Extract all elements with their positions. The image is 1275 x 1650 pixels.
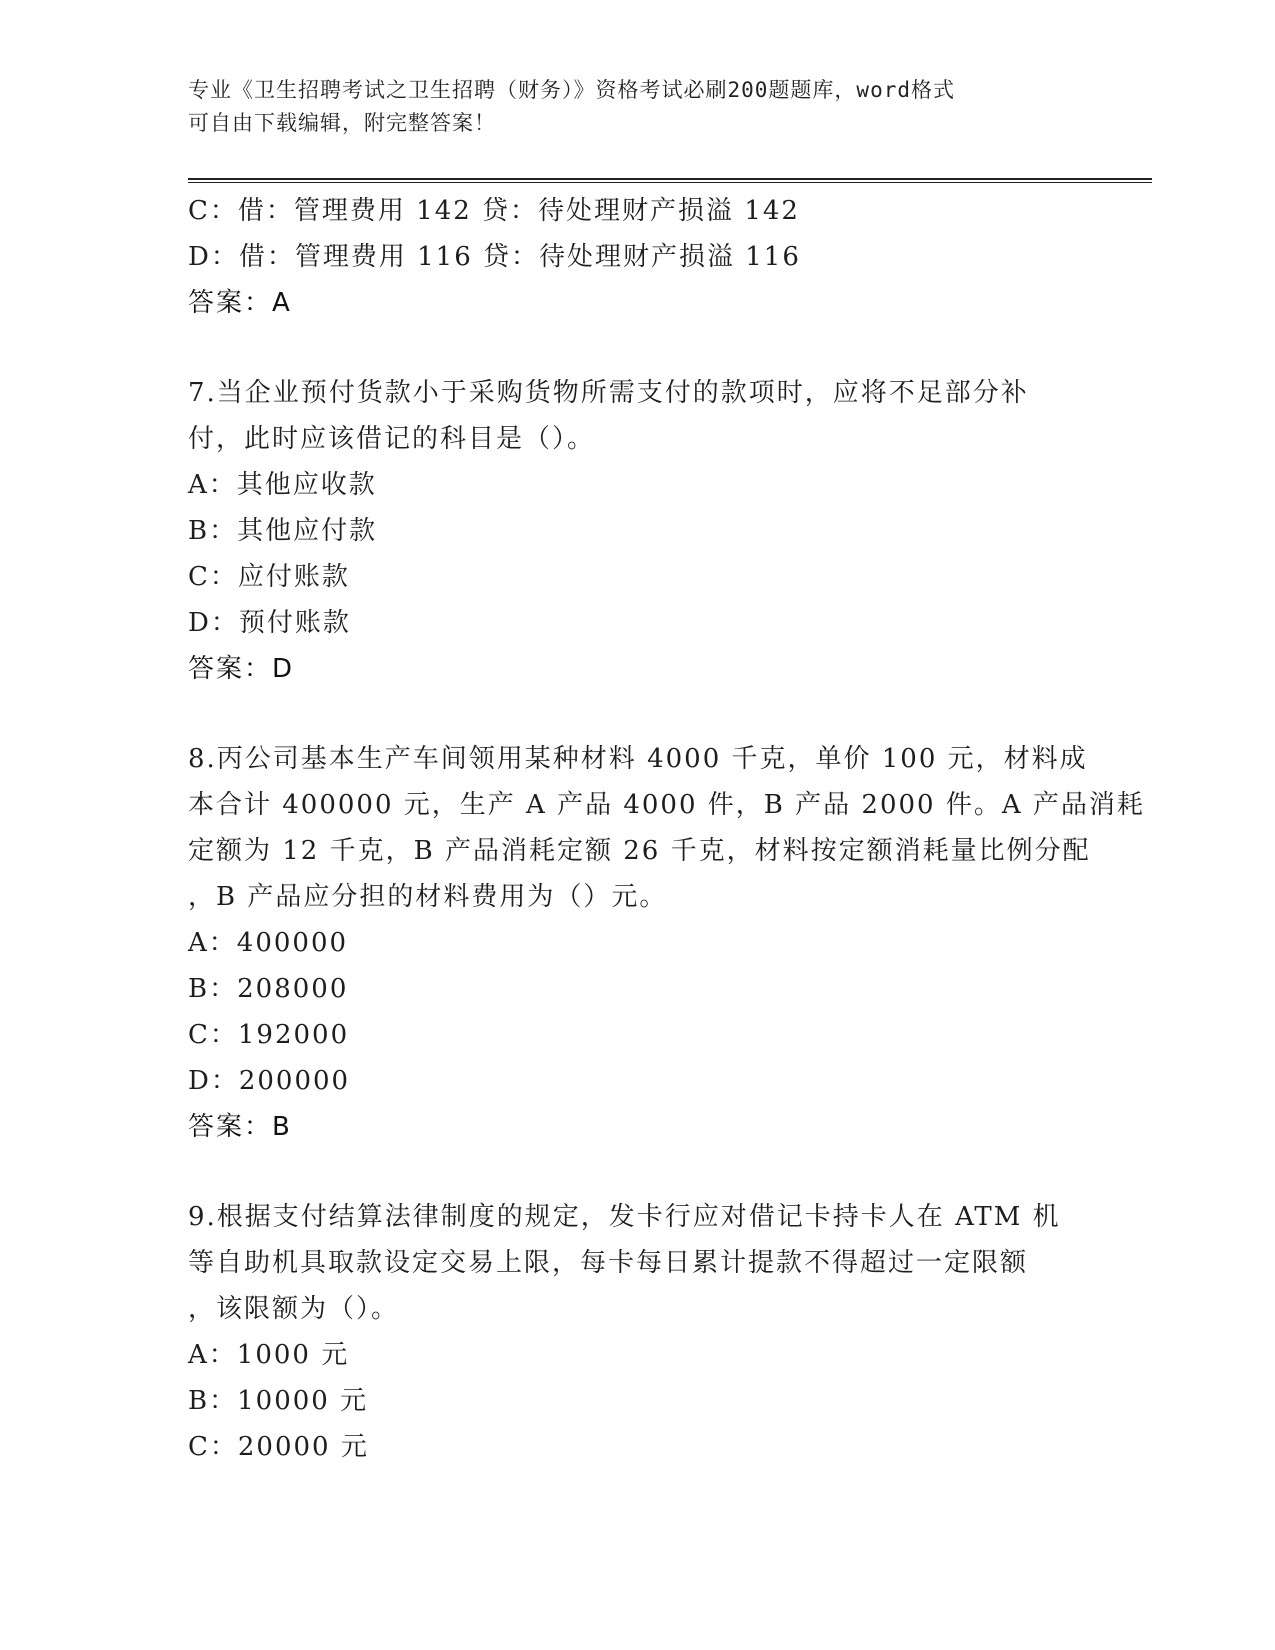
question-8 [188, 736, 1145, 1150]
header-title-line-1: 专业《卫生招聘考试之卫生招聘（财务）》资格考试必刷200题题库，word格式 [188, 78, 955, 102]
spacer [188, 1150, 1088, 1194]
option-d: D：预付账款 [188, 608, 351, 638]
spacer [188, 326, 1088, 370]
option-a: A：其他应收款 [188, 470, 377, 500]
question-text-line: 7.当企业预付货款小于采购货物所需支付的款项时，应将不足部分补 [188, 378, 1029, 408]
question-7 [188, 370, 1088, 692]
option-c: C：192000 [188, 1020, 350, 1050]
header-divider [188, 178, 1152, 183]
question-text-line: 等自助机具取款设定交易上限，每卡每日累计提款不得超过一定限额 [188, 1248, 1029, 1278]
question-9 [188, 1194, 1088, 1470]
question-text-line: 8.丙公司基本生产车间领用某种材料 4000 千克，单价 100 元，材料成 [188, 744, 1088, 774]
question-text-line: 本合计 400000 元，生产 A 产品 4000 件，B 产品 2000 件。A 产品消耗 [188, 790, 1145, 820]
question-text-line: 付，此时应该借记的科目是（）。 [188, 424, 596, 454]
option-a: A：400000 [188, 928, 349, 958]
option-d: D：借：管理费用 116 贷：待处理财产损溢 116 [188, 242, 801, 272]
answer-line: 答案：B [188, 1112, 292, 1142]
option-c: C：应付账款 [188, 562, 350, 592]
answer-line: 答案：A [188, 288, 292, 318]
document-header [188, 74, 1068, 140]
option-d: D：200000 [188, 1066, 351, 1096]
question-content [188, 188, 1145, 1470]
question-text-line: ，B 产品应分担的材料费用为（）元。 [188, 882, 668, 912]
option-b: B：其他应付款 [188, 516, 378, 546]
option-c: C：借：管理费用 142 贷：待处理财产损溢 142 [188, 196, 800, 226]
option-b: B：10000 元 [188, 1386, 369, 1416]
question-text-line: 定额为 12 千克，B 产品消耗定额 26 千克，材料按定额消耗量比例分配 [188, 836, 1091, 866]
question-6-tail [188, 188, 1088, 326]
option-a: A：1000 元 [188, 1340, 350, 1370]
spacer [188, 692, 1088, 736]
option-c: C：20000 元 [188, 1432, 369, 1462]
answer-line: 答案：D [188, 654, 295, 684]
header-title-line-2: 可自由下载编辑，附完整答案！ [188, 111, 496, 135]
question-text-line: 9.根据支付结算法律制度的规定，发卡行应对借记卡持卡人在 ATM 机 [188, 1202, 1061, 1232]
question-text-line: ，该限额为（）。 [188, 1294, 400, 1324]
option-b: B：208000 [188, 974, 349, 1004]
